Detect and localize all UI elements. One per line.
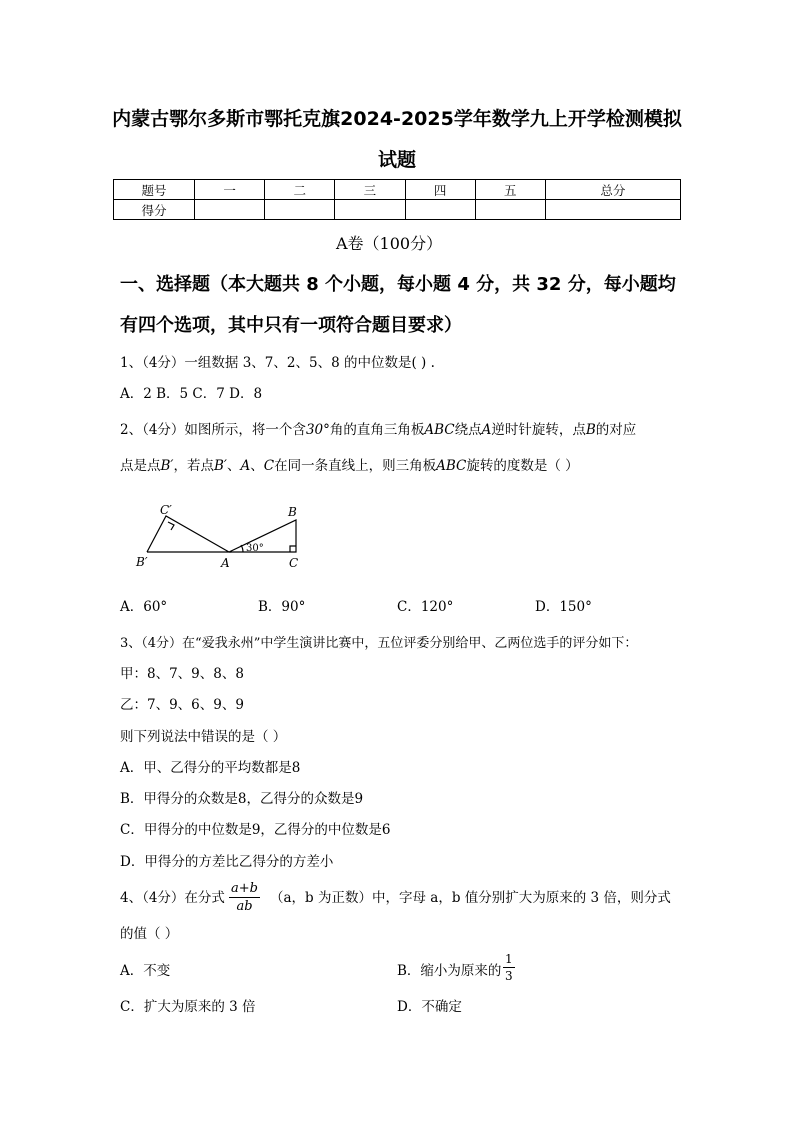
q3-option-a: A．甲、乙得分的平均数都是8 xyxy=(120,760,301,776)
table-cell xyxy=(475,200,545,220)
fraction-denominator: ab xyxy=(236,899,253,914)
label-b: B xyxy=(288,505,297,519)
q2-point-bprime: B′ xyxy=(214,458,227,474)
q4-fraction-third xyxy=(503,953,515,982)
label-cprime: C′ xyxy=(160,503,172,517)
q2-stem xyxy=(120,424,636,438)
table-cell: 得分 xyxy=(114,200,195,220)
table-cell xyxy=(265,200,335,220)
q2-point-bprime: B′ xyxy=(160,458,174,474)
table-cell xyxy=(195,200,265,220)
fraction-denominator: 3 xyxy=(505,969,513,983)
q2-option-b: B．90° xyxy=(258,599,306,615)
q2-text: ，若点 xyxy=(173,458,214,474)
q3-ask: 则下列说法中错误的是（ ） xyxy=(120,729,287,745)
q3-jia: 甲：8、7、9、8、8 xyxy=(120,666,244,682)
score-table xyxy=(113,179,681,220)
q4-stem-b: （a，b 为正数）中，字母 a，b 值分别扩大为原来的 3 倍，则分式 xyxy=(270,890,671,906)
q3-option-c: C．甲得分的中位数是9，乙得分的中位数是6 xyxy=(120,822,391,838)
table-row xyxy=(114,200,681,220)
page-title-cont: 试题 xyxy=(377,149,416,171)
q2-text: 逆时针旋转，点 xyxy=(491,422,586,438)
table-cell: 题号 xyxy=(114,180,195,200)
q3-yi: 乙：7、9、6、9、9 xyxy=(120,697,244,713)
table-cell: 四 xyxy=(405,180,475,200)
table-cell: 五 xyxy=(475,180,545,200)
right-angle-mark xyxy=(168,522,174,530)
section-a-heading: A卷（100分） xyxy=(336,234,443,253)
q3-option-d: D．甲得分的方差比乙得分的方差小 xyxy=(120,854,334,870)
q4-option-c: C．扩大为原来的 3 倍 xyxy=(120,999,256,1015)
q3-option-b: B．甲得分的众数是8，乙得分的众数是9 xyxy=(120,791,364,807)
q4-option-b: B．缩小为原来的 xyxy=(397,963,502,979)
q4-option-a: A．不变 xyxy=(120,963,171,979)
fraction-numerator: a+b xyxy=(231,881,258,896)
table-cell xyxy=(335,200,405,220)
q4-option-d: D．不确定 xyxy=(397,999,462,1015)
q2-text: 、 xyxy=(250,458,264,474)
label-bprime: B′ xyxy=(136,555,148,569)
table-row xyxy=(114,180,681,200)
q4-fraction xyxy=(229,882,260,913)
part1-heading: 一、选择题（本大题共 8 个小题，每小题 4 分，共 32 分，每小题均 xyxy=(120,274,676,295)
table-cell: 二 xyxy=(265,180,335,200)
q2-point-a: A xyxy=(240,458,251,474)
label-c: C xyxy=(289,556,299,570)
q2-option-d: D．150° xyxy=(535,599,592,615)
table-cell xyxy=(545,200,680,220)
q2-option-c: C．120° xyxy=(397,599,454,615)
q2-text: 点是点 xyxy=(120,458,161,474)
table-cell: 一 xyxy=(195,180,265,200)
q2-text: 绕点 xyxy=(454,422,482,438)
q2-text: 角的直角三角板 xyxy=(329,422,425,438)
q3-stem: 3、（4分）在“爱我永州”中学生演讲比赛中，五位评委分别给甲、乙两位选手的评分如下： xyxy=(120,636,638,651)
rotated-triangle xyxy=(147,516,229,552)
table-cell xyxy=(405,200,475,220)
q1-stem: 1、（4分）一组数据 3、7、2、5、8 的中位数是( ) . xyxy=(120,355,435,371)
q2-stem-cont xyxy=(120,460,579,474)
q2-text: 、 xyxy=(227,458,241,474)
part1-heading-cont: 有四个选项，其中只有一项符合题目要求） xyxy=(120,315,462,336)
q2-text: 的对应 xyxy=(595,422,637,438)
fraction-numerator: 1 xyxy=(505,952,513,966)
table-cell: 总分 xyxy=(545,180,680,200)
right-angle-mark xyxy=(290,546,296,552)
q2-point-a: A xyxy=(481,422,492,438)
q4-stem-cont: 的值（ ） xyxy=(120,926,179,942)
q2-text: 2、（4分）如图所示，将一个含 xyxy=(120,422,306,438)
q2-triangle-figure xyxy=(130,498,310,574)
q2-point-c: C xyxy=(263,458,275,474)
q1-options: A．2 B．5 C．7 D．8 xyxy=(120,386,263,402)
q2-text: 旋转的度数是（ ） xyxy=(466,458,579,474)
table-cell: 三 xyxy=(335,180,405,200)
q4-stem-a: 4、（4分）在分式 xyxy=(120,890,225,906)
page-title: 内蒙古鄂尔多斯市鄂托克旗2024-2025学年数学九上开学检测模拟 xyxy=(112,108,682,130)
q2-option-a: A．60° xyxy=(120,599,168,615)
q2-text: 在同一条直线上，则三角板 xyxy=(274,458,437,474)
q2-point-b: B xyxy=(585,422,596,438)
q2-triangle: ABC xyxy=(436,458,467,474)
q2-triangle: ABC xyxy=(424,422,455,438)
label-a: A xyxy=(221,556,230,570)
label-angle: 30° xyxy=(246,543,264,554)
q2-angle: 30° xyxy=(305,422,330,438)
